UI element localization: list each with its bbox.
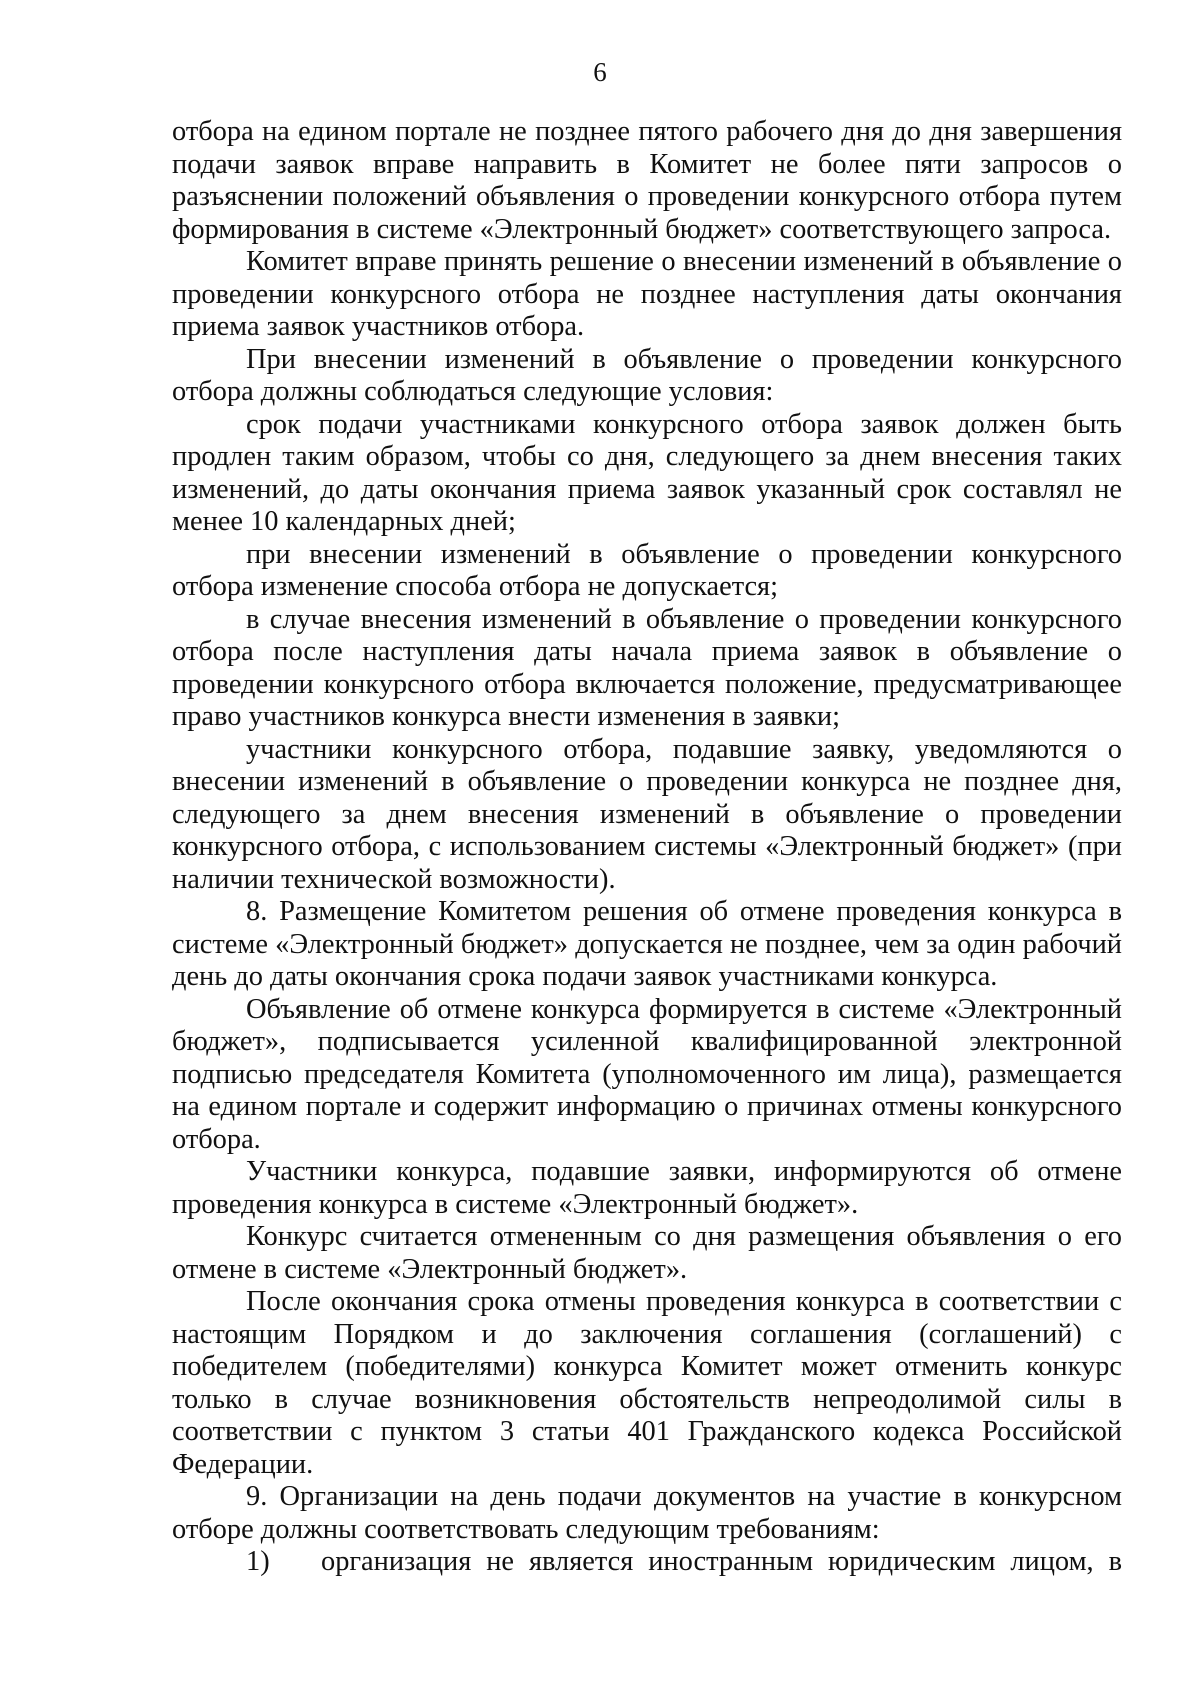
list-item-number: 1) [246, 1546, 270, 1577]
list-item [172, 1546, 1122, 1579]
paragraph: отбора на едином портале не позднее пятого рабочего дня до дня завершения подачи заявок вправе направить в Комитет не более пяти запросов о разъяснении положений объявления о проведении конкурсного отбора путем формирования в системе «Электронный бюджет» соответствующего запроса. [172, 116, 1122, 245]
paragraph: Конкурс считается отмененным со дня размещения объявления о его отмене в системе «Электронный бюджет». [172, 1221, 1122, 1285]
paragraph: в случае внесения изменений в объявление о проведении конкурсного отбора после наступления даты начала приема заявок в объявление о проведении конкурсного отбора включается положение, предусматривающее право участников конкурса внести изменения в заявки; [172, 603, 1122, 732]
document-body [172, 116, 1122, 1579]
paragraph: Комитет вправе принять решение о внесении изменений в объявление о проведении конкурсного отбора не позднее наступления даты окончания приема заявок участников отбора. [172, 246, 1122, 342]
paragraph: участники конкурсного отбора, подавшие заявку, уведомляются о внесении изменений в объявление о проведении конкурса не позднее дня, следующего за днем внесения изменений в объявление о проведении конкурсного отбора, с использованием системы «Электронный бюджет» (при наличии технической возможности). [172, 733, 1122, 895]
page-number: 6 [593, 57, 607, 87]
paragraph: 8. Размещение Комитетом решения об отмене проведения конкурса в системе «Электронный бюджет» допускается не позднее, чем за один рабочий день до даты окончания срока подачи заявок участниками конкурса. [172, 896, 1122, 992]
paragraph: 9. Организации на день подачи документов на участие в конкурсном отборе должны соответствовать следующим требованиям: [172, 1481, 1122, 1545]
paragraph: После окончания срока отмены проведения конкурса в соответствии с настоящим Порядком и до заключения соглашения (соглашений) с победителем (победителями) конкурса Комитет может отменить конкурс только в случае возникновения обстоятельств непреодолимой силы в соответствии с пунктом 3 статьи 401 Гражданского кодекса Российской Федерации. [172, 1286, 1122, 1480]
paragraph: Объявление об отмене конкурса формируется в системе «Электронный бюджет», подписывается усиленной квалифицированной электронной подписью председателя Комитета (уполномоченного им лица), размещается на едином портале и содержит информацию о причинах отмены конкурсного отбора. [172, 993, 1122, 1155]
list-item-text: организация не является иностранным юридическим лицом, в [321, 1546, 1122, 1577]
paragraph: При внесении изменений в объявление о проведении конкурсного отбора должны соблюдаться следующие условия: [172, 343, 1122, 407]
paragraph: Участники конкурса, подавшие заявки, информируются об отмене проведения конкурса в системе «Электронный бюджет». [172, 1156, 1122, 1220]
paragraph: при внесении изменений в объявление о проведении конкурсного отбора изменение способа отбора не допускается; [172, 538, 1122, 602]
paragraph: срок подачи участниками конкурсного отбора заявок должен быть продлен таким образом, чтобы со дня, следующего за днем внесения таких изменений, до даты окончания приема заявок указанный срок составлял не менее 10 календарных дней; [172, 408, 1122, 537]
